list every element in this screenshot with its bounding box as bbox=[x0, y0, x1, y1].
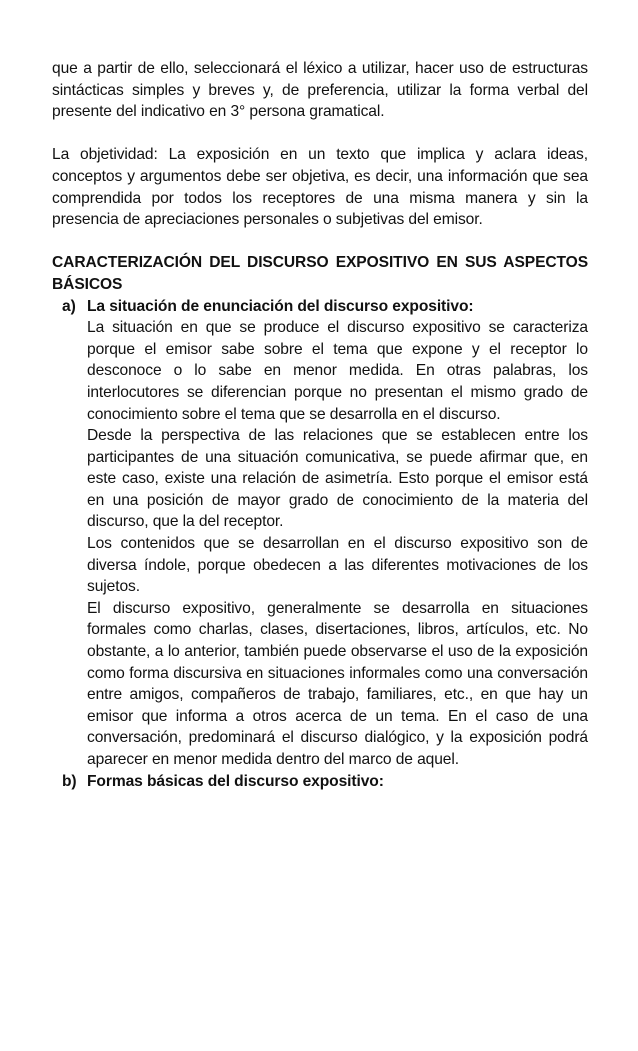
document-page bbox=[52, 58, 588, 792]
list-marker: b) bbox=[62, 772, 77, 790]
list-marker: a) bbox=[62, 297, 76, 315]
paragraph-spacer bbox=[52, 123, 588, 145]
list-item-title: Formas básicas del discurso expositivo: bbox=[87, 772, 384, 790]
list-item-b bbox=[52, 771, 588, 793]
intro-paragraph-1: que a partir de ello, seleccionará el léxico a utilizar, hacer uso de estructuras sintácticas simples y breves y, de preferencia, utilizar la forma verbal del presente del indicativo en 3° persona gramatical. bbox=[52, 60, 588, 121]
body-paragraph: Desde la perspectiva de las relaciones que se establecen entre los participantes de una situación comunicativa, se puede afirmar que, en este caso, existe una relación de asimetría. Esto porque el emisor está en una posición de mayor grado de conocimiento de la materia del discurso, que la del receptor. bbox=[87, 427, 588, 531]
body-paragraph: Los contenidos que se desarrollan en el discurso expositivo son de diversa índole, porque obedecen a las diferentes motivaciones de los sujetos. bbox=[87, 535, 588, 596]
body-paragraph: La situación en que se produce el discurso expositivo se caracteriza porque el emisor sabe sobre el tema que expone y el receptor lo desconoce o lo sabe en menor medida. En otras palabras, los interlocutores se diferencian porque no presentan el mismo grado de conocimiento sobre el tema que se desarrolla en el discurso. bbox=[87, 319, 588, 423]
body-paragraph: El discurso expositivo, generalmente se desarrolla en situaciones formales como charlas, clases, disertaciones, libros, artículos, etc. No obstante, a lo anterior, también puede observarse el uso de la exposición como forma discursiva en situaciones informales como una conversación entre amigos, compañeros de trabajo, familiares, etc., en que hay un emisor que informa a otros acerca de un tema. En el caso de una conversación, predominará el discurso dialógico, y la exposición podrá aparecer en menor medida dentro del marco de aquel. bbox=[87, 599, 588, 768]
list-item-body bbox=[87, 317, 588, 770]
list-item-a bbox=[52, 296, 588, 771]
list-item-title: La situación de enunciación del discurso expositivo: bbox=[87, 297, 474, 315]
section-heading: CARACTERIZACIÓN DEL DISCURSO EXPOSITIVO EN SUS ASPECTOS BÁSICOS bbox=[52, 254, 588, 293]
intro-paragraph-2: La objetividad: La exposición en un texto que implica y aclara ideas, conceptos y argumentos debe ser objetiva, es decir, una información que sea comprendida por todos los receptores de una misma manera y sin la presencia de apreciaciones personales o subjetivas del emisor. bbox=[52, 146, 588, 229]
paragraph-spacer bbox=[52, 231, 588, 253]
